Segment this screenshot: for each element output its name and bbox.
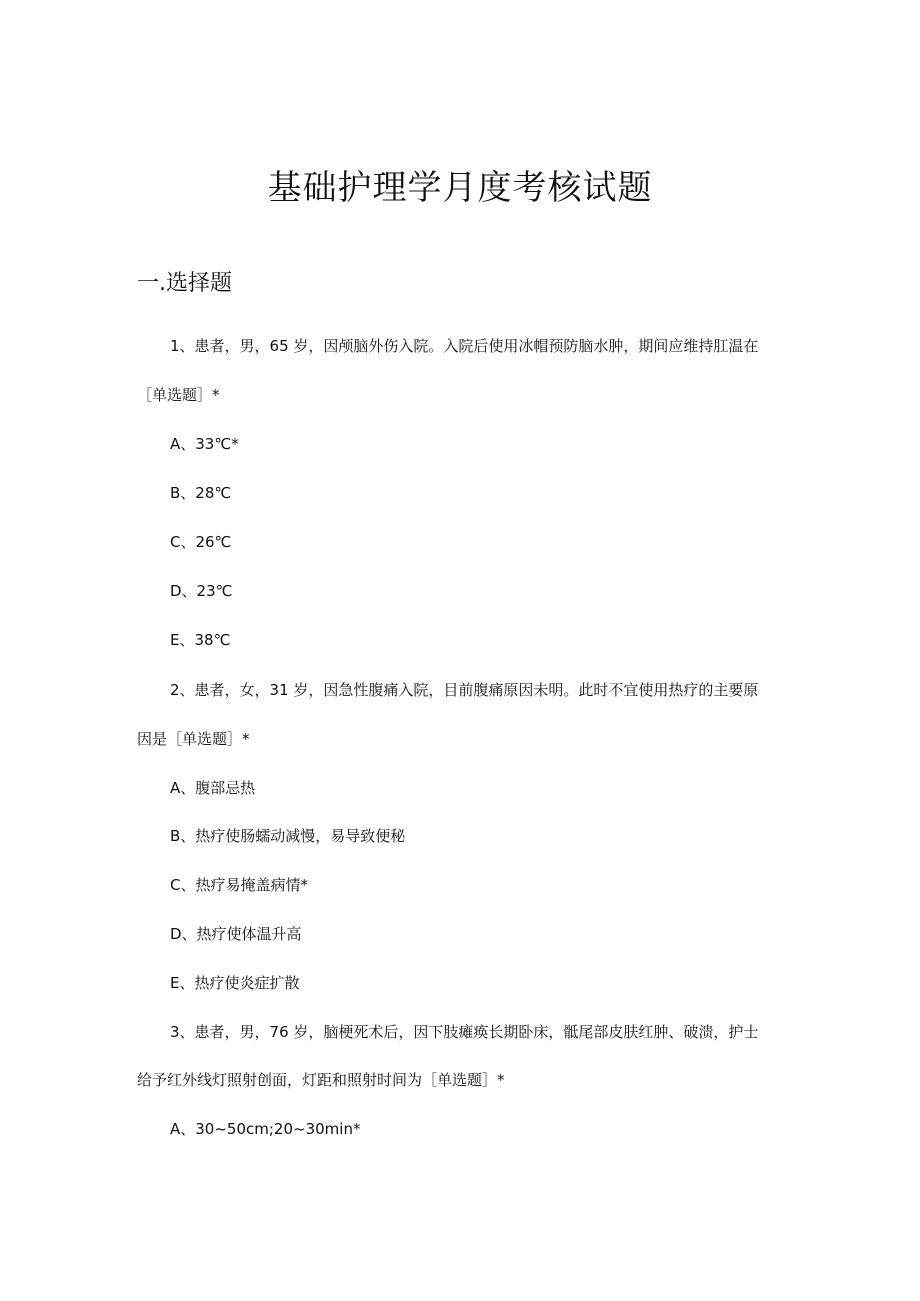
question-2-option-b: B、热疗使肠蠕动减慢，易导致便秘 <box>170 827 406 845</box>
question-2-option-d: D、热疗使体温升高 <box>170 925 302 943</box>
question-2-stem-line-1: 2、患者，女，31 岁，因急性腹痛入院，目前腹痛原因未明。此时不宜使用热疗的主要原 <box>170 681 759 699</box>
question-1-option-e: E、38℃ <box>170 631 231 649</box>
question-2-option-a: A、腹部忌热 <box>170 779 256 797</box>
question-2-option-e: E、热疗使炎症扩散 <box>170 974 300 992</box>
question-3-stem-line-2: 给予红外线灯照射创面，灯距和照射时间为［单选题］* <box>137 1071 505 1089</box>
question-1-option-b: B、28℃ <box>170 484 232 502</box>
question-1-option-c: C、26℃ <box>170 533 232 551</box>
question-2-stem-line-2: 因是［单选题］* <box>137 730 250 748</box>
question-3-option-a: A、30~50cm;20~30min* <box>170 1120 361 1138</box>
question-1-stem-line-1: 1、患者，男，65 岁，因颅脑外伤入院。入院后使用冰帽预防脑水肿，期间应维持肛温在 <box>170 337 759 355</box>
question-1-option-a: A、33℃* <box>170 435 239 453</box>
section-heading: 一.选择题 <box>137 271 232 296</box>
question-2-option-c: C、热疗易掩盖病情* <box>170 876 308 894</box>
question-1-stem-line-2: ［单选题］* <box>137 386 220 404</box>
question-1-option-d: D、23℃ <box>170 582 233 600</box>
question-3-stem-line-1: 3、患者，男，76 岁，脑梗死术后，因下肢瘫痪长期卧床，骶尾部皮肤红肿、破溃，护士 <box>170 1023 759 1041</box>
document-title: 基础护理学月度考核试题 <box>267 168 653 208</box>
